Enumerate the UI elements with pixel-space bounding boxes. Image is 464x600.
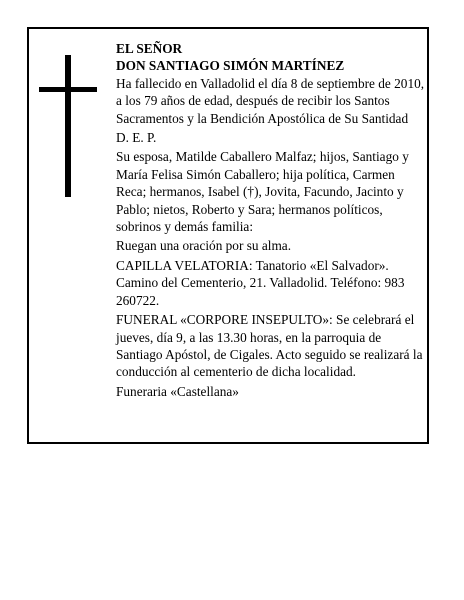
funeral-info: FUNERAL «CORPORE INSEPULTO»: Se celebrará el jueves, día 9, a las 13.30 horas, en la parroquia de Santiago Apóstol, de Cigales. Acto seguido se realizará la conducción al cementerio de dicha localidad. [116,312,423,380]
family-list: Su esposa, Matilde Caballero Malfaz; hijos, Santiago y María Felisa Simón Caballero; hija política, Carmen Reca; hermanos, Isabel (†), Jovita, Facundo, Jacinto y Pablo; nietos, Roberto y Sara; hermanos políticos, sobrinos y demás familia: [116,149,409,235]
notice-heading-name: DON SANTIAGO SIMÓN MARTÍNEZ [116,58,345,74]
death-announcement: Ha fallecido en Valladolid el día 8 de septiembre de 2010, a los 79 años de edad, después de recibir los Santos Sacramentos y la Bendición Apostólica de Su Santidad [116,75,425,126]
cross-horizontal-bar [39,87,97,92]
cross-vertical-bar [65,55,71,197]
latin-cross-icon [39,55,97,197]
notice-heading-title: EL SEÑOR [116,41,183,56]
obituary-notice [27,27,429,444]
funeral-home: Funeraria «Castellana» [116,383,239,399]
notice-text-block [116,40,426,402]
prayer-request: Ruegan una oración por su alma. [116,238,292,254]
chapel-info: CAPILLA VELATORIA: Tanatorio «El Salvador». Camino del Cementerio, 21. Valladolid. Teléfono: 983 260722. [116,257,405,308]
rest-in-peace: D. E. P. [116,130,157,146]
